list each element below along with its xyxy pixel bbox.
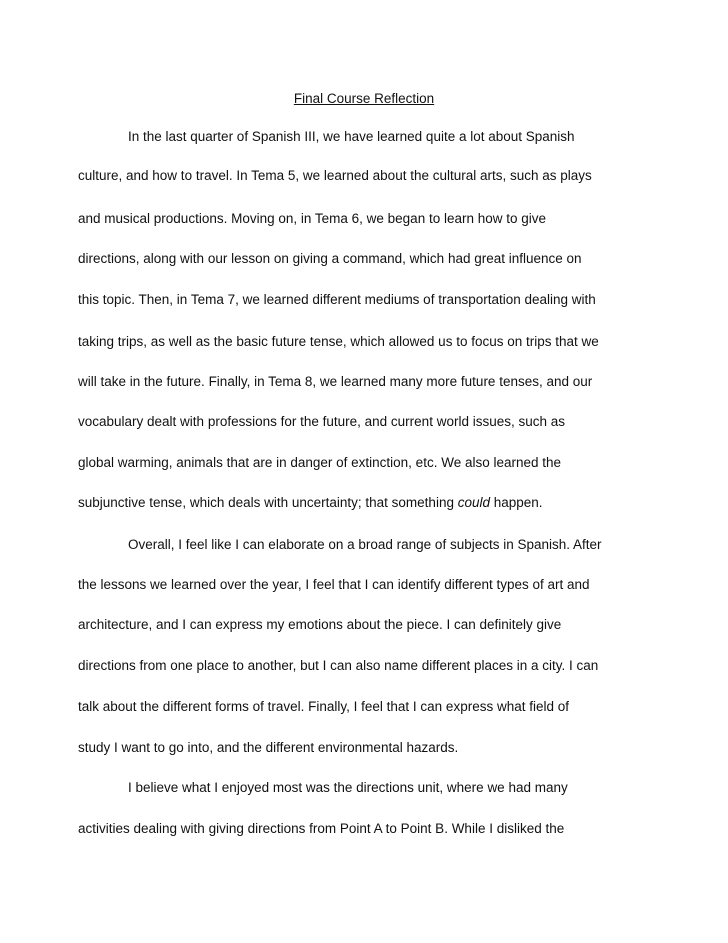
paragraph-line	[78, 494, 543, 512]
italic-word: could	[457, 495, 490, 510]
paragraph-line: will take in the future. Finally, in Tema 8, we learned many more future tenses, and our	[78, 374, 593, 389]
paragraph-line: this topic. Then, in Tema 7, we learned different mediums of transportation dealing with	[78, 292, 596, 307]
paragraph-line: architecture, and I can express my emotions about the piece. I can definitely give	[78, 617, 562, 632]
paragraph-line: culture, and how to travel. In Tema 5, we learned about the cultural arts, such as plays	[78, 168, 592, 183]
paragraph-line: Overall, I feel like I can elaborate on a broad range of subjects in Spanish. After	[128, 537, 602, 552]
paragraph-line: In the last quarter of Spanish III, we have learned quite a lot about Spanish	[128, 129, 575, 144]
paragraph-line: the lessons we learned over the year, I feel that I can identify different types of art and	[78, 577, 590, 592]
paragraph-line: talk about the different forms of travel. Finally, I feel that I can express what field of	[78, 699, 569, 714]
paragraph-line: study I want to go into, and the different environmental hazards.	[78, 740, 459, 755]
paragraph-line: global warming, animals that are in danger of extinction, etc. We also learned the	[78, 455, 562, 470]
paragraph-line: vocabulary dealt with professions for the future, and current world issues, such as	[78, 414, 565, 429]
line-text: subjunctive tense, which deals with uncertainty; that something	[78, 495, 458, 510]
document-title: Final Course Reflection	[293, 91, 435, 106]
paragraph-line: directions, along with our lesson on giving a command, which had great influence on	[78, 251, 582, 266]
paragraph-line: taking trips, as well as the basic future tense, which allowed us to focus on trips that we	[78, 334, 599, 349]
paragraph-line: I believe what I enjoyed most was the directions unit, where we had many	[128, 780, 568, 795]
paragraph-line: and musical productions. Moving on, in Tema 6, we began to learn how to give	[78, 211, 547, 226]
paragraph-line: activities dealing with giving directions from Point A to Point B. While I disliked the	[78, 821, 565, 836]
line-text: happen.	[490, 495, 543, 510]
paragraph-line: directions from one place to another, but I can also name different places in a city. I can	[78, 658, 599, 673]
